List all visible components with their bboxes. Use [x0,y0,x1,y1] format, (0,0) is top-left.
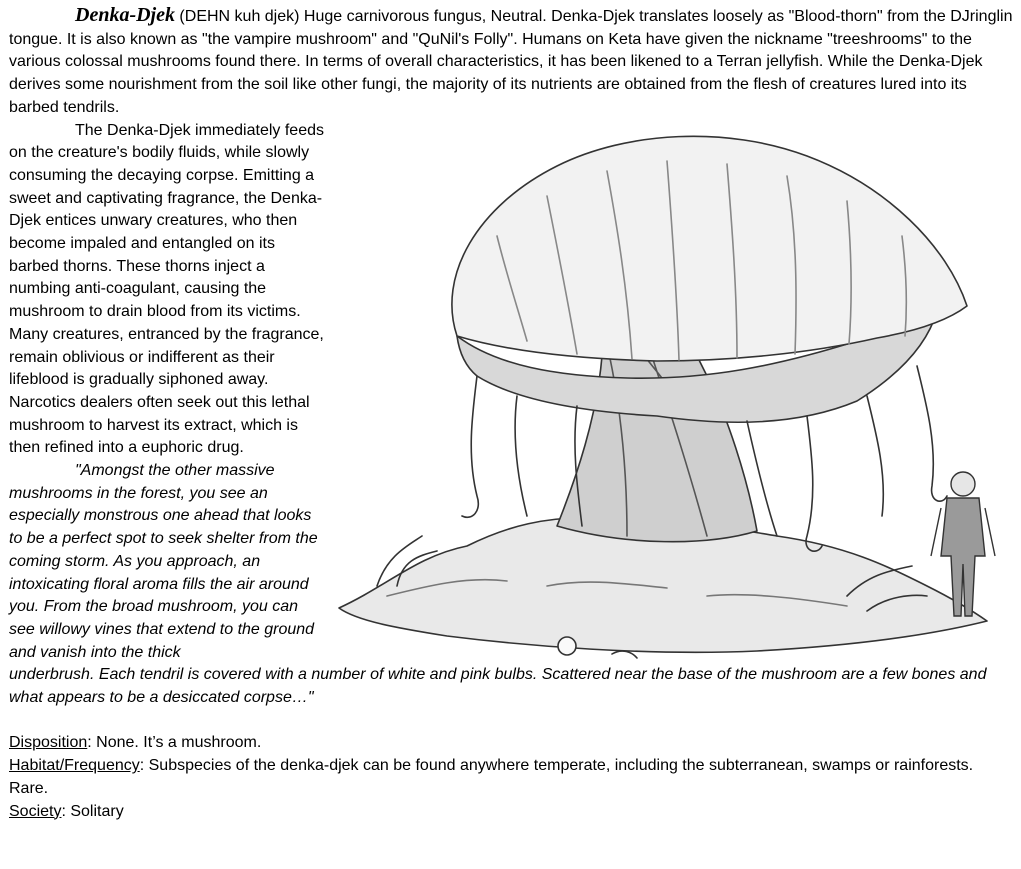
stat-society [9,801,1015,824]
quote-paragraph-part1: "Amongst the other massive mushrooms in the forest, you see an especially monstrous one ahead that looks to be a perfect spot to seek shelter from the coming storm. As you approach, an intoxicating floral aroma fills the air around you. From the broad mushroom, you can see willowy vines that extend to the ground and vanish into the thick [9,462,318,661]
intro-paragraph [9,4,1015,120]
stat-disposition [9,732,1015,755]
paragraph-feeding: The Denka-Djek immediately feeds on the creature's bodily fluids, while slowly consuming the decaying corpse. Emitting a sweet and captivating fragrance, the Denka-Djek entices unwary creatures, who then become impaled and entangled on its barbed thorns. These thorns inject a numbing anti-coagulant, causing the mushroom to drain blood from its victims. Many creatures, entranced by the fragrance, remain oblivious or indifferent as their lifeblood is gradually siphoned away. Narcotics dealers often seek out this lethal mushroom to harvest its extract, which is then refined into a euphoric drug. [9,121,324,457]
stat-value: : Subspecies of the denka-djek can be found anywhere temperate, including the subterranean, swamps or rainforests. Rare. [9,757,974,797]
entry-title: Denka-Djek [75,4,175,26]
mushroom-cap [452,136,967,361]
stat-label: Habitat/Frequency [9,757,140,775]
spacer [9,710,1015,733]
mushroom-illustration [327,116,1012,696]
stat-value: : Solitary [61,802,124,820]
stat-habitat [9,755,1015,800]
quote-paragraph-part2: underbrush. Each tendril is covered with a number of white and pink bulbs. Scattered near the base of the mushroom are a few bones and what appears to be a desiccated corpse…" [9,666,987,707]
stat-value: : None. It’s a mushroom. [87,734,262,752]
stat-label: Society [9,802,62,820]
intro-text: (DEHN kuh djek) Huge carnivorous fungus, Neutral. Denka-Djek translates loosely as "Blood-thorn" from the DJringlin tongue. It is also known as "the vampire mushroom" and "QuNil's Folly". Humans on Keta have given the nickname "treeshrooms" to the various colossal mushrooms found there. In terms of overall characteristics, it has been likened to a Terran jellyfish. While the Denka-Djek derives some nourishment from the soil like other fungi, the majority of its nutrients are obtained from the flesh of creatures lured into its barbed tendrils. [9,8,1013,116]
stat-label: Disposition [9,734,88,752]
